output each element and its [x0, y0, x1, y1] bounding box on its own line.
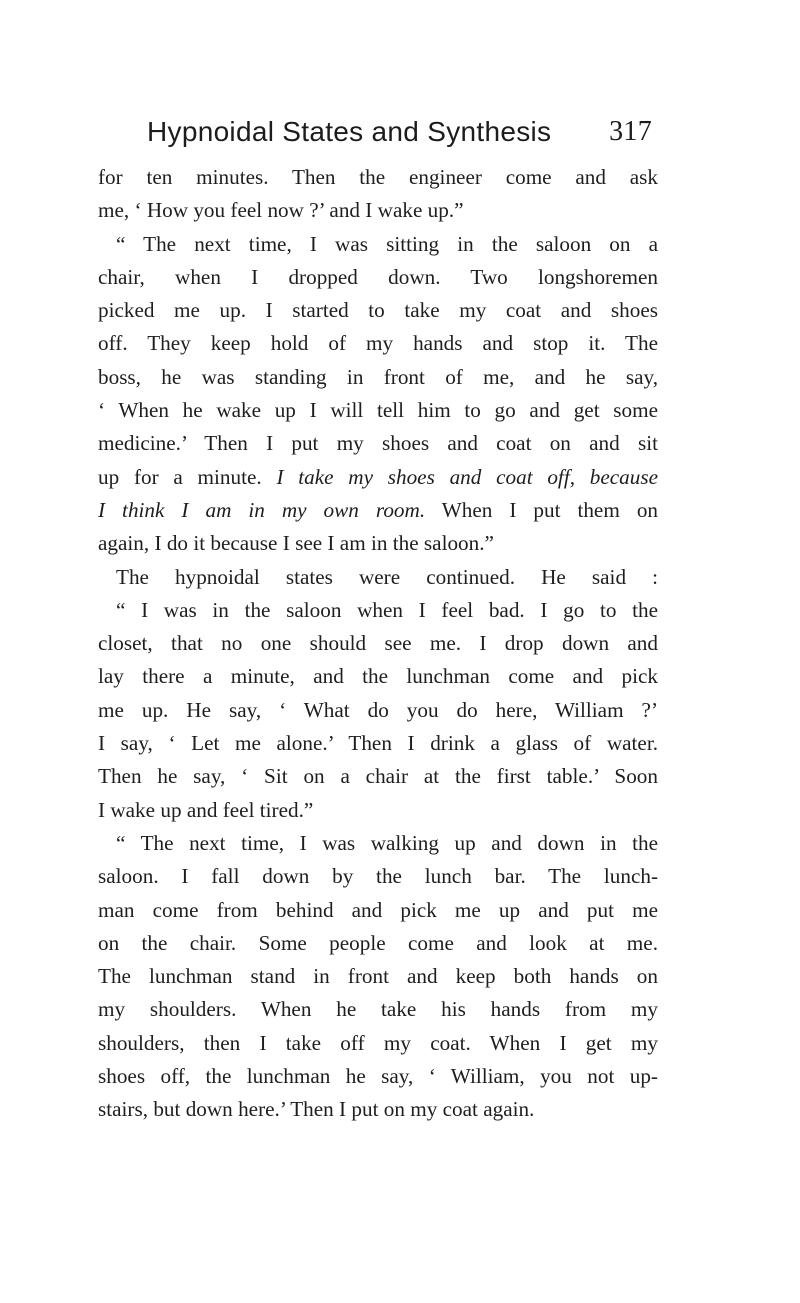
running-head-title: Hypnoidal States and Synthesis — [147, 116, 552, 147]
text-line-27: shoulders, then I take off my coat. When I get my — [98, 1030, 658, 1055]
text-line-2: me, ‘ How you feel now ?’ and I wake up.” — [98, 198, 464, 223]
text-line-18: I say, ‘ Let me alone.’ Then I drink a glass of water. — [98, 731, 658, 756]
text-line-3 — [98, 228, 658, 261]
text-line-25: The lunchman stand in front and keep both hands on — [98, 964, 658, 989]
body-text — [98, 161, 658, 1127]
text-line-15: closet, that no one should see me. I drop down and — [98, 631, 658, 656]
text-line-19: Then he say, ‘ Sit on a chair at the first table.’ Soon — [98, 764, 658, 789]
text-line-7: boss, he was standing in front of me, and he say, — [98, 364, 658, 389]
text-line-28: shoes off, the lunchman he say, ‘ William, you not up- — [98, 1064, 658, 1089]
text-line-23: man come from behind and pick me up and put me — [98, 897, 658, 922]
text-line-1: for ten minutes. Then the engineer come and ask — [98, 165, 658, 189]
text-line-24: on the chair. Some people come and look at me. — [98, 930, 658, 955]
text-line-11-italic: I think I am in my own room. — [98, 497, 426, 522]
text-line-21 — [98, 827, 658, 860]
text-line-9: medicine.’ Then I put my shoes and coat on and sit — [98, 431, 658, 456]
text-line-14 — [98, 594, 658, 627]
text-line-5: picked me up. I started to take my coat and shoes — [98, 298, 658, 323]
text-line-12: again, I do it because I see I am in the saloon.” — [98, 531, 494, 556]
text-line-29: stairs, but down here.’ Then I put on my coat again. — [98, 1097, 535, 1122]
text-line-8: ‘ When he wake up I will tell him to go and get some — [98, 398, 658, 423]
text-line-11 — [98, 494, 658, 527]
text-line-20: I wake up and feel tired.” — [98, 797, 314, 822]
text-line-3-content: “ The next time, I was sitting in the saloon on a — [116, 231, 658, 256]
page-number: 317 — [609, 116, 652, 147]
running-head — [147, 112, 652, 154]
text-line-4: chair, when I dropped down. Two longshoremen — [98, 264, 658, 289]
text-line-21-content: “ The next time, I was walking up and down in the — [116, 830, 658, 855]
text-line-14-content: “ I was in the saloon when I feel bad. I go to the — [116, 597, 658, 622]
text-line-11-roman: When I put them on — [425, 497, 659, 522]
text-line-10-roman: up for a minute. — [98, 464, 277, 489]
text-line-10 — [98, 461, 658, 494]
text-line-16: lay there a minute, and the lunchman come and pick — [98, 664, 658, 689]
text-line-13-content: The hypnoidal states were continued. He said : — [116, 564, 658, 589]
text-line-10-italic: I take my shoes and coat off, because — [276, 464, 658, 489]
text-line-6: off. They keep hold of my hands and stop it. The — [98, 331, 658, 356]
text-line-13 — [98, 561, 658, 594]
text-line-17: me up. He say, ‘ What do you do here, William ?’ — [98, 697, 658, 722]
text-line-26: my shoulders. When he take his hands from my — [98, 997, 658, 1022]
text-line-22: saloon. I fall down by the lunch bar. The lunch- — [98, 864, 658, 889]
